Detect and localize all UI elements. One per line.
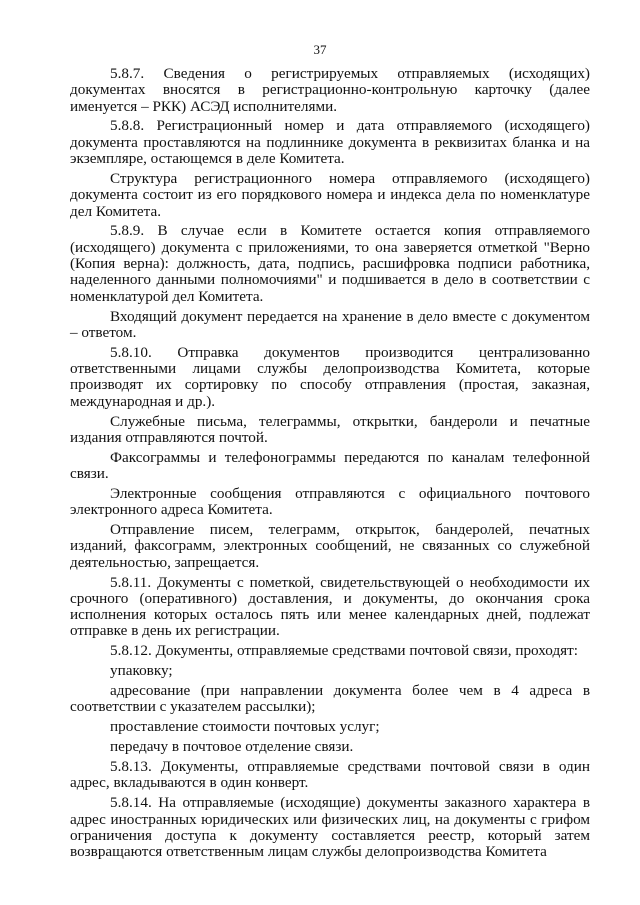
paragraph-5-8-14: 5.8.14. На отправляемые (исходящие) документы заказного характера в адрес иностранных юридических или физических лиц, на документы с грифом ограничения доступа к документу составляется реестр, который затем возвращаются ответственным лицам службы делопроизводства Комитета: [70, 794, 590, 861]
document-body: [70, 66, 590, 864]
paragraph-electronic-messages: Электронные сообщения отправляются с официального почтового электронного адреса Комитета.: [70, 484, 590, 519]
list-item-packaging: упаковку;: [110, 662, 173, 680]
paragraph-prohibition: Отправление писем, телеграмм, открыток, бандеролей, печатных изданий, факсограмм, электронных сообщений, не связанных со служебной деятельностью, запрещается.: [70, 521, 590, 571]
paragraph-5-8-8: 5.8.8. Регистрационный номер и дата отправляемого (исходящего) документа проставляются на подлиннике документа в реквизитах бланка и на экземпляре, остающемся в деле Комитета.: [70, 117, 590, 168]
paragraph-5-8-11: 5.8.11. Документы с пометкой, свидетельствующей о необходимости их срочного (оперативного) доставления, и документы, до окончания срока исполнения которых осталось пять или менее календарных дней, подлежат отправке в день их регистрации.: [70, 573, 590, 640]
paragraph-number-structure: Структура регистрационного номера отправляемого (исходящего) документа состоит из его порядкового номера и индекса дела по номенклатуре дел Комитета.: [70, 169, 590, 220]
paragraph-5-8-7: 5.8.7. Сведения о регистрируемых отправляемых (исходящих) документах вносятся в регистрационно-контрольную карточку (далее именуется – РКК) АСЭД исполнителями.: [70, 65, 590, 115]
paragraph-5-8-9: 5.8.9. В случае если в Комитете остается копия отправляемого (исходящего) документа с приложениями, то она заверяется отметкой "Верно (Копия верна): должность, дата, подпись, расшифровка подписи работника, наделенного данными полномочиями" и подшивается в дело в соответствии с номенклатурой дел Комитета.: [70, 222, 590, 305]
paragraph-5-8-12: 5.8.12. Документы, отправляемые средствами почтовой связи, проходят:: [110, 642, 579, 660]
paragraph-5-8-10: 5.8.10. Отправка документов производится централизованно ответственными лицами службы делопроизводства Комитета, которые производят их сортировку по способу отправления (простая, заказная, международная и др.).: [70, 343, 590, 410]
paragraph-incoming-document: Входящий документ передается на хранение в дело вместе с документом – ответом.: [70, 307, 590, 341]
paragraph-fax: Факсограммы и телефонограммы передаются по каналам телефонной связи.: [70, 448, 590, 482]
page-number: 37: [313, 42, 327, 57]
list-item-postage: проставление стоимости почтовых услуг;: [110, 718, 380, 736]
paragraph-mail-items: Служебные письма, телеграммы, открытки, бандероли и печатные издания отправляются почтой.: [70, 412, 590, 446]
list-item-addressing: адресование (при направлении документа более чем в 4 адреса в соответствии с указателем рассылки);: [70, 682, 590, 716]
list-item-post-office: передачу в почтовое отделение связи.: [110, 738, 354, 756]
paragraph-5-8-13: 5.8.13. Документы, отправляемые средствами почтовой связи в один адрес, вкладываются в один конверт.: [70, 758, 590, 792]
